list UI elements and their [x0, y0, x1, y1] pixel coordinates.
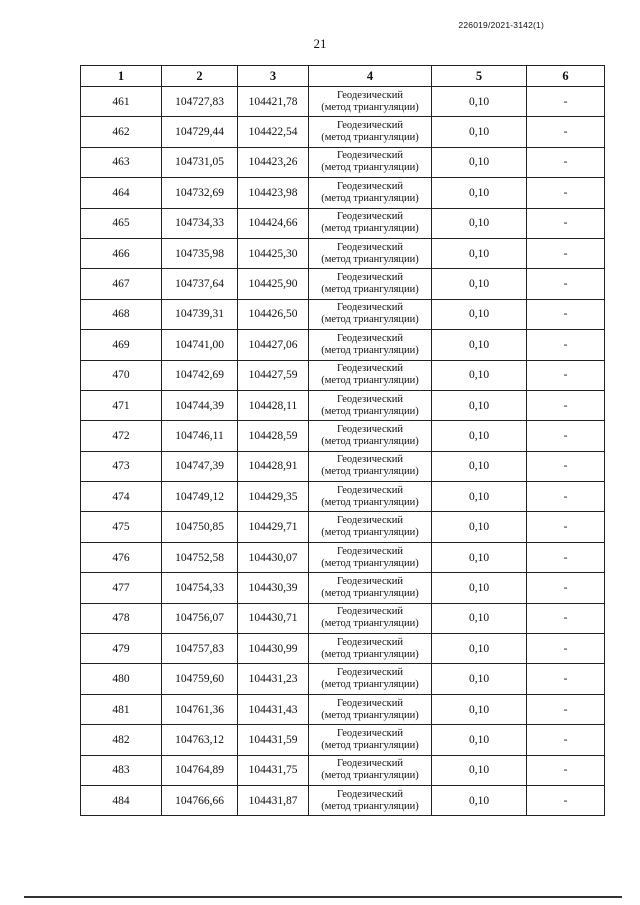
- method-name: Геодезический: [337, 484, 403, 496]
- accuracy-cell: 0,10: [432, 330, 527, 360]
- method-cell: [309, 269, 432, 299]
- point-number-cell: 468: [81, 299, 162, 329]
- table-row: [81, 330, 605, 360]
- x-coordinate-cell: 104754,33: [162, 573, 238, 603]
- y-coordinate-cell: 104430,39: [238, 573, 309, 603]
- method-cell: [309, 208, 432, 238]
- method-detail: (метод триангуляции): [321, 223, 419, 235]
- method-cell: [309, 87, 432, 117]
- y-coordinate-cell: 104425,90: [238, 269, 309, 299]
- x-coordinate-cell: 104729,44: [162, 117, 238, 147]
- point-number-cell: 476: [81, 542, 162, 572]
- point-number-cell: 461: [81, 87, 162, 117]
- x-coordinate-cell: 104741,00: [162, 330, 238, 360]
- point-number-cell: 477: [81, 573, 162, 603]
- method-name: Геодезический: [337, 636, 403, 648]
- x-coordinate-cell: 104764,89: [162, 755, 238, 785]
- y-coordinate-cell: 104428,59: [238, 421, 309, 451]
- note-cell: -: [527, 694, 605, 724]
- method-detail: (метод триангуляции): [321, 557, 419, 569]
- point-number-cell: 464: [81, 178, 162, 208]
- note-cell: -: [527, 573, 605, 603]
- method-name: Геодезический: [337, 697, 403, 709]
- note-cell: -: [527, 664, 605, 694]
- note-cell: -: [527, 512, 605, 542]
- point-number-cell: 471: [81, 390, 162, 420]
- point-number-cell: 474: [81, 482, 162, 512]
- method-cell: [309, 178, 432, 208]
- method-name: Геодезический: [337, 393, 403, 405]
- y-coordinate-cell: 104423,26: [238, 147, 309, 177]
- method-name: Геодезический: [337, 788, 403, 800]
- method-cell: [309, 603, 432, 633]
- coordinates-table: [80, 65, 605, 816]
- method-name: Геодезический: [337, 302, 403, 314]
- point-number-cell: 484: [81, 785, 162, 815]
- accuracy-cell: 0,10: [432, 755, 527, 785]
- x-coordinate-cell: 104750,85: [162, 512, 238, 542]
- x-coordinate-cell: 104749,12: [162, 482, 238, 512]
- accuracy-cell: 0,10: [432, 117, 527, 147]
- table-row: [81, 269, 605, 299]
- y-coordinate-cell: 104430,99: [238, 634, 309, 664]
- table-row: [81, 542, 605, 572]
- note-cell: -: [527, 178, 605, 208]
- method-detail: (метод триангуляции): [321, 284, 419, 296]
- method-name: Геодезический: [337, 575, 403, 587]
- method-name: Геодезический: [337, 423, 403, 435]
- accuracy-cell: 0,10: [432, 512, 527, 542]
- point-number-cell: 463: [81, 147, 162, 177]
- method-cell: [309, 330, 432, 360]
- note-cell: -: [527, 117, 605, 147]
- table-row: [81, 634, 605, 664]
- note-cell: -: [527, 330, 605, 360]
- x-coordinate-cell: 104761,36: [162, 694, 238, 724]
- point-number-cell: 473: [81, 451, 162, 481]
- method-name: Геодезический: [337, 667, 403, 679]
- column-header: 3: [238, 66, 309, 87]
- y-coordinate-cell: 104425,30: [238, 238, 309, 268]
- method-name: Геодезический: [337, 120, 403, 132]
- x-coordinate-cell: 104744,39: [162, 390, 238, 420]
- y-coordinate-cell: 104422,54: [238, 117, 309, 147]
- table-header-row: [81, 66, 605, 87]
- method-cell: [309, 694, 432, 724]
- method-detail: (метод триангуляции): [321, 192, 419, 204]
- accuracy-cell: 0,10: [432, 421, 527, 451]
- y-coordinate-cell: 104424,66: [238, 208, 309, 238]
- x-coordinate-cell: 104757,83: [162, 634, 238, 664]
- x-coordinate-cell: 104759,60: [162, 664, 238, 694]
- y-coordinate-cell: 104431,59: [238, 725, 309, 755]
- accuracy-cell: 0,10: [432, 785, 527, 815]
- method-detail: (метод триангуляции): [321, 618, 419, 630]
- method-cell: [309, 634, 432, 664]
- method-name: Геодезический: [337, 150, 403, 162]
- method-detail: (метод триангуляции): [321, 527, 419, 539]
- point-number-cell: 483: [81, 755, 162, 785]
- y-coordinate-cell: 104426,50: [238, 299, 309, 329]
- method-detail: (метод триангуляции): [321, 496, 419, 508]
- method-detail: (метод триангуляции): [321, 679, 419, 691]
- note-cell: -: [527, 360, 605, 390]
- x-coordinate-cell: 104747,39: [162, 451, 238, 481]
- method-name: Геодезический: [337, 545, 403, 557]
- method-detail: (метод триангуляции): [321, 314, 419, 326]
- table-row: [81, 725, 605, 755]
- point-number-cell: 480: [81, 664, 162, 694]
- method-cell: [309, 299, 432, 329]
- accuracy-cell: 0,10: [432, 573, 527, 603]
- point-number-cell: 475: [81, 512, 162, 542]
- point-number-cell: 462: [81, 117, 162, 147]
- point-number-cell: 478: [81, 603, 162, 633]
- method-cell: [309, 725, 432, 755]
- point-number-cell: 466: [81, 238, 162, 268]
- x-coordinate-cell: 104763,12: [162, 725, 238, 755]
- table-row: [81, 694, 605, 724]
- method-detail: (метод триангуляции): [321, 587, 419, 599]
- method-detail: (метод триангуляции): [321, 375, 419, 387]
- accuracy-cell: 0,10: [432, 360, 527, 390]
- table-row: [81, 390, 605, 420]
- method-detail: (метод триангуляции): [321, 253, 419, 265]
- method-detail: (метод триангуляции): [321, 101, 419, 113]
- accuracy-cell: 0,10: [432, 208, 527, 238]
- column-header: 5: [432, 66, 527, 87]
- method-cell: [309, 542, 432, 572]
- table-row: [81, 785, 605, 815]
- point-number-cell: 482: [81, 725, 162, 755]
- y-coordinate-cell: 104429,71: [238, 512, 309, 542]
- table-row: [81, 421, 605, 451]
- table-row: [81, 360, 605, 390]
- note-cell: -: [527, 208, 605, 238]
- x-coordinate-cell: 104752,58: [162, 542, 238, 572]
- accuracy-cell: 0,10: [432, 482, 527, 512]
- point-number-cell: 470: [81, 360, 162, 390]
- point-number-cell: 472: [81, 421, 162, 451]
- y-coordinate-cell: 104430,71: [238, 603, 309, 633]
- note-cell: -: [527, 147, 605, 177]
- y-coordinate-cell: 104430,07: [238, 542, 309, 572]
- note-cell: -: [527, 238, 605, 268]
- method-cell: [309, 482, 432, 512]
- y-coordinate-cell: 104428,91: [238, 451, 309, 481]
- method-cell: [309, 360, 432, 390]
- method-name: Геодезический: [337, 363, 403, 375]
- accuracy-cell: 0,10: [432, 269, 527, 299]
- x-coordinate-cell: 104766,66: [162, 785, 238, 815]
- table-row: [81, 178, 605, 208]
- method-name: Геодезический: [337, 454, 403, 466]
- y-coordinate-cell: 104429,35: [238, 482, 309, 512]
- table-body: [81, 87, 605, 816]
- method-detail: (метод триангуляции): [321, 800, 419, 812]
- y-coordinate-cell: 104428,11: [238, 390, 309, 420]
- method-cell: [309, 117, 432, 147]
- accuracy-cell: 0,10: [432, 178, 527, 208]
- point-number-cell: 467: [81, 269, 162, 299]
- accuracy-cell: 0,10: [432, 603, 527, 633]
- note-cell: -: [527, 299, 605, 329]
- column-header: 2: [162, 66, 238, 87]
- accuracy-cell: 0,10: [432, 390, 527, 420]
- x-coordinate-cell: 104735,98: [162, 238, 238, 268]
- note-cell: -: [527, 87, 605, 117]
- table-row: [81, 208, 605, 238]
- method-name: Геодезический: [337, 758, 403, 770]
- x-coordinate-cell: 104727,83: [162, 87, 238, 117]
- x-coordinate-cell: 104732,69: [162, 178, 238, 208]
- table-row: [81, 664, 605, 694]
- method-cell: [309, 785, 432, 815]
- method-detail: (метод триангуляции): [321, 435, 419, 447]
- y-coordinate-cell: 104431,75: [238, 755, 309, 785]
- accuracy-cell: 0,10: [432, 634, 527, 664]
- x-coordinate-cell: 104734,33: [162, 208, 238, 238]
- y-coordinate-cell: 104421,78: [238, 87, 309, 117]
- point-number-cell: 465: [81, 208, 162, 238]
- method-detail: (метод триангуляции): [321, 344, 419, 356]
- note-cell: -: [527, 269, 605, 299]
- accuracy-cell: 0,10: [432, 238, 527, 268]
- accuracy-cell: 0,10: [432, 299, 527, 329]
- accuracy-cell: 0,10: [432, 147, 527, 177]
- table-row: [81, 87, 605, 117]
- method-cell: [309, 755, 432, 785]
- table-row: [81, 238, 605, 268]
- method-detail: (метод триангуляции): [321, 770, 419, 782]
- point-number-cell: 479: [81, 634, 162, 664]
- method-name: Геодезический: [337, 727, 403, 739]
- accuracy-cell: 0,10: [432, 725, 527, 755]
- y-coordinate-cell: 104423,98: [238, 178, 309, 208]
- method-detail: (метод триангуляции): [321, 162, 419, 174]
- y-coordinate-cell: 104431,87: [238, 785, 309, 815]
- note-cell: -: [527, 482, 605, 512]
- x-coordinate-cell: 104756,07: [162, 603, 238, 633]
- table-row: [81, 117, 605, 147]
- document-id: 226019/2021-3142(1): [458, 20, 544, 30]
- column-header: 6: [527, 66, 605, 87]
- column-header: 1: [81, 66, 162, 87]
- x-coordinate-cell: 104742,69: [162, 360, 238, 390]
- method-detail: (метод триангуляции): [321, 709, 419, 721]
- method-name: Геодезический: [337, 241, 403, 253]
- y-coordinate-cell: 104427,59: [238, 360, 309, 390]
- y-coordinate-cell: 104431,23: [238, 664, 309, 694]
- accuracy-cell: 0,10: [432, 542, 527, 572]
- note-cell: -: [527, 542, 605, 572]
- x-coordinate-cell: 104746,11: [162, 421, 238, 451]
- method-name: Геодезический: [337, 272, 403, 284]
- table-row: [81, 603, 605, 633]
- method-detail: (метод триангуляции): [321, 739, 419, 751]
- note-cell: -: [527, 634, 605, 664]
- accuracy-cell: 0,10: [432, 451, 527, 481]
- y-coordinate-cell: 104431,43: [238, 694, 309, 724]
- accuracy-cell: 0,10: [432, 87, 527, 117]
- table-row: [81, 512, 605, 542]
- bottom-scan-line: [24, 896, 622, 898]
- method-cell: [309, 573, 432, 603]
- accuracy-cell: 0,10: [432, 664, 527, 694]
- table-row: [81, 147, 605, 177]
- accuracy-cell: 0,10: [432, 694, 527, 724]
- method-detail: (метод триангуляции): [321, 132, 419, 144]
- table-row: [81, 299, 605, 329]
- point-number-cell: 481: [81, 694, 162, 724]
- note-cell: -: [527, 451, 605, 481]
- table-row: [81, 482, 605, 512]
- page-number: 21: [313, 36, 327, 51]
- method-name: Геодезический: [337, 515, 403, 527]
- method-cell: [309, 664, 432, 694]
- note-cell: -: [527, 755, 605, 785]
- table-row: [81, 451, 605, 481]
- method-cell: [309, 421, 432, 451]
- method-detail: (метод триангуляции): [321, 405, 419, 417]
- note-cell: -: [527, 421, 605, 451]
- method-cell: [309, 390, 432, 420]
- column-header: 4: [309, 66, 432, 87]
- method-name: Геодезический: [337, 211, 403, 223]
- method-detail: (метод триангуляции): [321, 466, 419, 478]
- table-row: [81, 755, 605, 785]
- method-cell: [309, 451, 432, 481]
- x-coordinate-cell: 104737,64: [162, 269, 238, 299]
- point-number-cell: 469: [81, 330, 162, 360]
- x-coordinate-cell: 104739,31: [162, 299, 238, 329]
- method-cell: [309, 238, 432, 268]
- note-cell: -: [527, 725, 605, 755]
- y-coordinate-cell: 104427,06: [238, 330, 309, 360]
- method-cell: [309, 512, 432, 542]
- x-coordinate-cell: 104731,05: [162, 147, 238, 177]
- note-cell: -: [527, 603, 605, 633]
- method-detail: (метод триангуляции): [321, 648, 419, 660]
- method-name: Геодезический: [337, 332, 403, 344]
- note-cell: -: [527, 390, 605, 420]
- method-name: Геодезический: [337, 89, 403, 101]
- method-name: Геодезический: [337, 606, 403, 618]
- note-cell: -: [527, 785, 605, 815]
- method-name: Геодезический: [337, 180, 403, 192]
- table-row: [81, 573, 605, 603]
- method-cell: [309, 147, 432, 177]
